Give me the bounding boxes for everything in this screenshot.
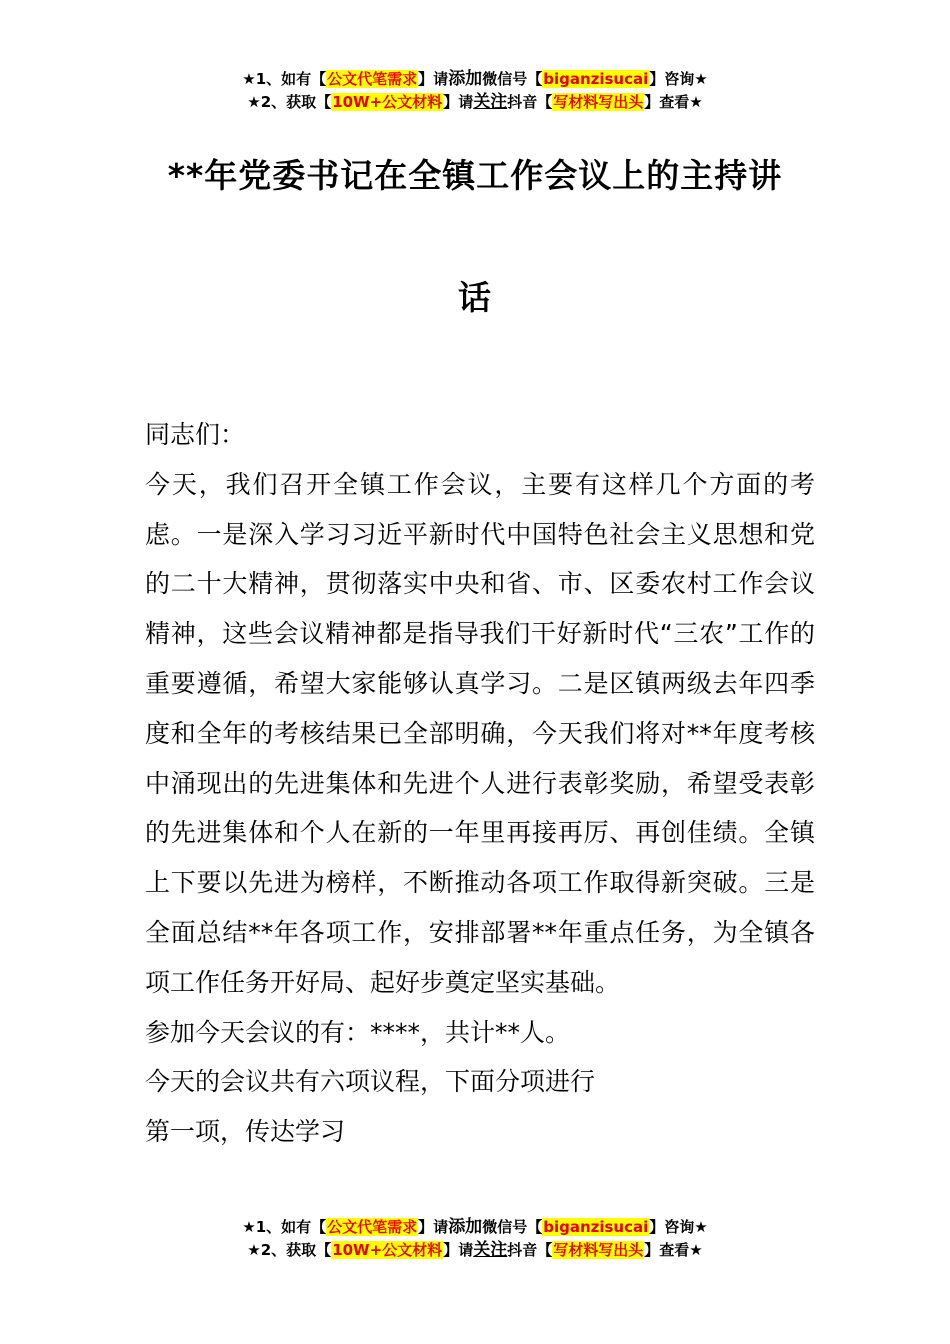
promo-text: 】咨询★: [649, 1218, 708, 1236]
promo-douyin-id: 写材料写出头: [553, 93, 644, 111]
promo-highlight: 公文代笔需求: [327, 1218, 418, 1236]
promo-text: 微信号【: [482, 1218, 543, 1236]
promo-text: 】请: [443, 93, 474, 111]
document-title-line-2: 话: [458, 278, 492, 317]
promo-line-2: [0, 91, 950, 114]
body-paragraph: 第一项，传达学习: [145, 1117, 346, 1147]
document-body: [145, 410, 815, 1157]
body-paragraph: 今天，我们召开全镇工作会议，主要有这样几个方面的考虑。一是深入学习习近平新时代中国特色社会主义思想和党的二十大精神，贯彻落实中央和省、市、区委农村工作会议精神，这些会议精神都是指导我们干好新时代“三农”工作的重要遵循，希望大家能够认真学习。二是区镇两级去年四季度和全年的考核结果已全部明确，今天我们将对**年度考核中涌现出的先进集体和先进个人进行表彰奖励，希望受表彰的先进集体和个人在新的一年里再接再厉、再创佳绩。全镇上下要以先进为榜样，不断推动各项工作取得新突破。三是全面总结**年各项工作，安排部署**年重点任务，为全镇各项工作任务开好局、起好步奠定坚实基础。: [145, 469, 815, 997]
salutation: 同志们：: [145, 420, 246, 449]
promo-banner-bottom: [0, 1216, 950, 1262]
promo-highlight: 10W+公文材料: [332, 93, 443, 111]
promo-line-1: [0, 1216, 950, 1239]
body-paragraph: 参加今天会议的有：****，共计**人。: [145, 1017, 571, 1047]
promo-text: 抖音【: [507, 93, 553, 111]
promo-banner-top: [0, 68, 950, 114]
promo-line-1: [0, 68, 950, 91]
promo-text: 】查看★: [644, 93, 703, 111]
promo-text: ★1、如有【: [242, 70, 327, 88]
promo-text: 】请: [418, 1218, 449, 1236]
promo-emphasis: 关注: [473, 1240, 508, 1260]
document-title-line-1: **年党委书记在全镇工作会议上的主持讲: [167, 156, 783, 195]
promo-emphasis: 添加: [448, 1217, 483, 1237]
promo-line-2: [0, 1239, 950, 1262]
promo-emphasis: 关注: [473, 92, 508, 112]
promo-text: 抖音【: [507, 1241, 553, 1259]
promo-text: 】咨询★: [649, 70, 708, 88]
promo-highlight: 公文代笔需求: [327, 70, 418, 88]
promo-highlight: 10W+公文材料: [332, 1241, 443, 1259]
promo-text: 微信号【: [482, 70, 543, 88]
promo-text: ★2、获取【: [247, 1241, 332, 1259]
promo-text: 】请: [443, 1241, 474, 1259]
promo-text: ★2、获取【: [247, 93, 332, 111]
promo-wechat-id: biganzisucai: [543, 1218, 649, 1236]
promo-wechat-id: biganzisucai: [543, 70, 649, 88]
promo-emphasis: 添加: [448, 69, 483, 89]
body-paragraph: 今天的会议共有六项议程，下面分项进行: [145, 1067, 596, 1097]
promo-text: 】请: [418, 70, 449, 88]
promo-text: 】查看★: [644, 1241, 703, 1259]
promo-douyin-id: 写材料写出头: [553, 1241, 644, 1259]
promo-text: ★1、如有【: [242, 1218, 327, 1236]
